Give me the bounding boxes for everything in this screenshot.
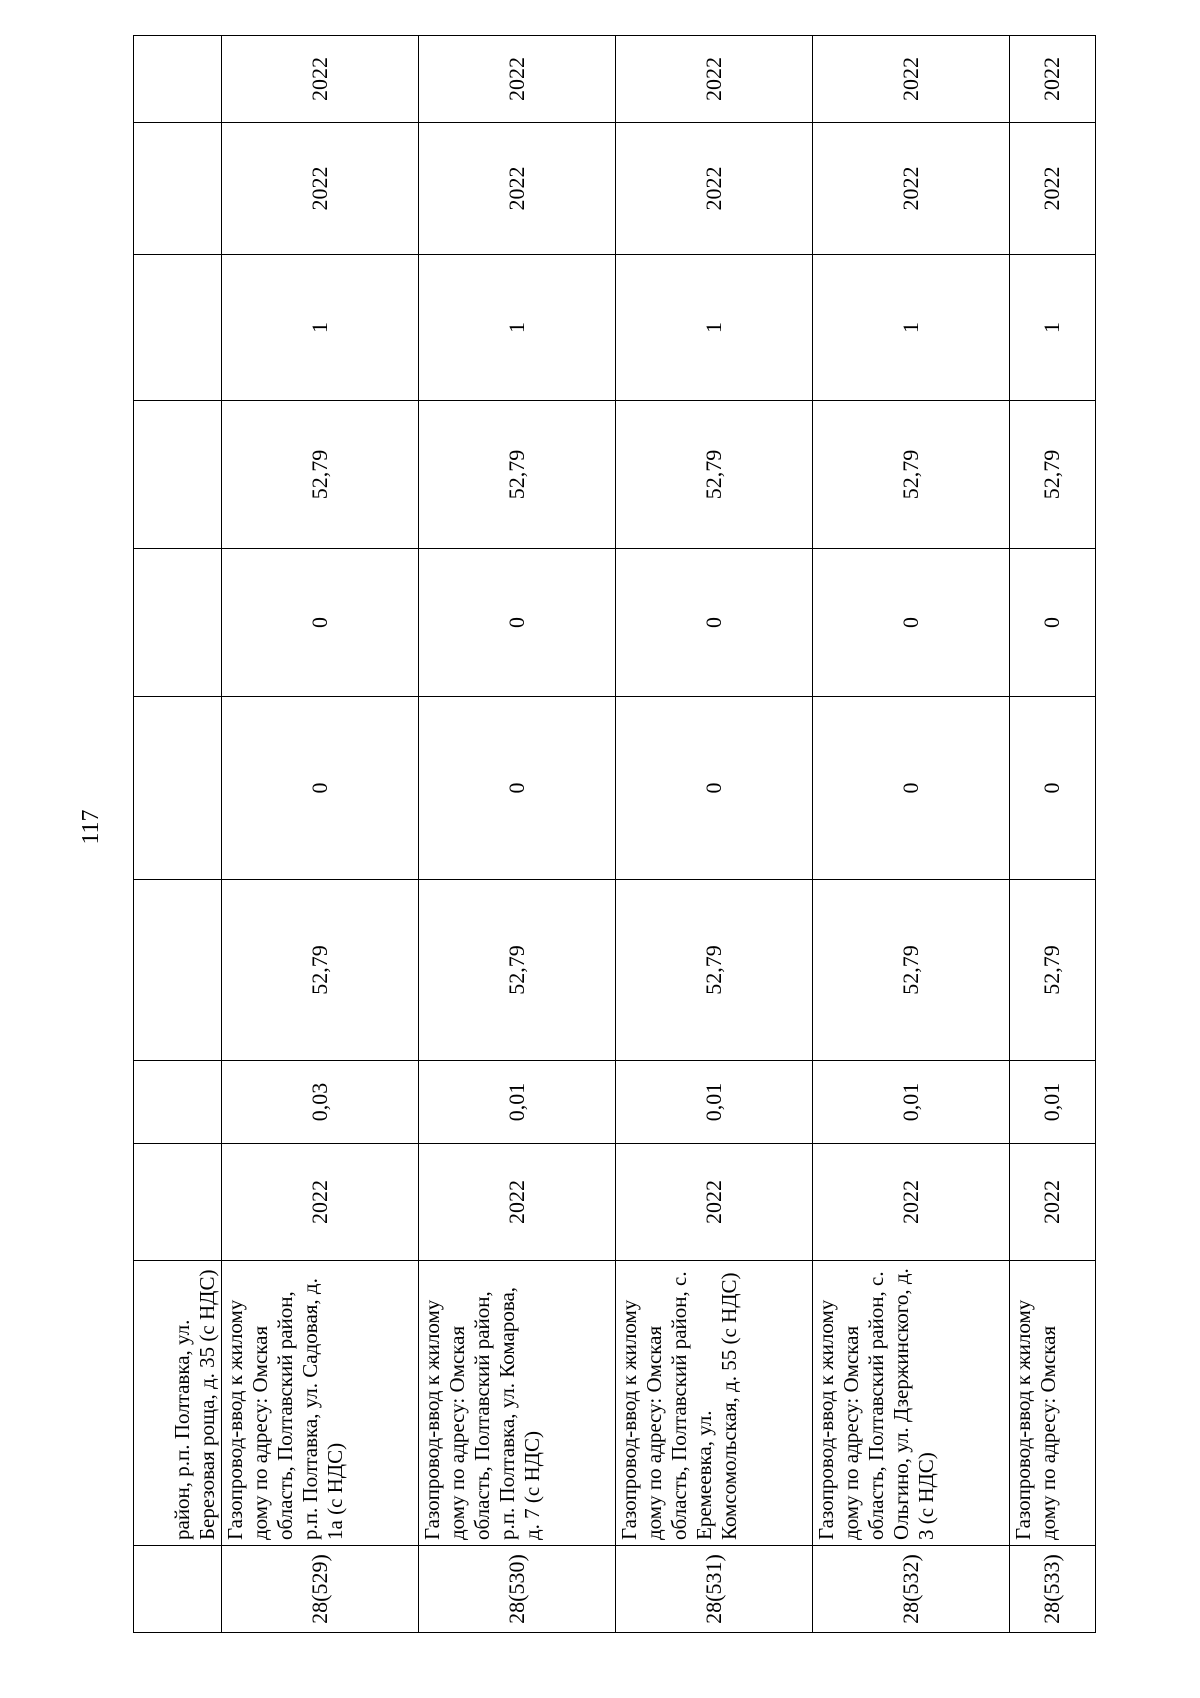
cell-id xyxy=(134,1546,222,1633)
cell-value-b: 0 xyxy=(222,549,419,697)
cell-year-start: 2022 xyxy=(419,1144,616,1261)
cell-value-b: 0 xyxy=(1009,549,1095,697)
cell-year-a: 2022 xyxy=(222,123,419,255)
cell-value-b: 0 xyxy=(615,549,812,697)
cell-year-b: 2022 xyxy=(222,36,419,123)
cell-cost-remaining: 52,79 xyxy=(222,401,419,549)
cell-year-b: 2022 xyxy=(419,36,616,123)
cell-id: 28(533) xyxy=(1009,1546,1095,1633)
cell-value-b: 0 xyxy=(419,549,616,697)
cell-object-name: Газопровод-ввод к жилому дому по адресу: Омская область, Полтавский район, р.п. Полтавка, ул. Садовая, д. 1а (с НДС) xyxy=(222,1261,419,1546)
cell-empty xyxy=(134,401,222,549)
cell-cost-remaining: 52,79 xyxy=(812,401,1009,549)
cell-empty xyxy=(134,123,222,255)
cell-cost-total: 52,79 xyxy=(222,880,419,1061)
cell-year-a: 2022 xyxy=(1009,123,1095,255)
cell-object-name: район, р.п. Полтавка, ул. Березовая роща, д. 35 (с НДС) xyxy=(134,1261,222,1546)
cell-value-a: 0 xyxy=(812,697,1009,880)
table-row-continuation xyxy=(134,36,222,1633)
cell-value-a: 0 xyxy=(419,697,616,880)
cell-year-start: 2022 xyxy=(1009,1144,1095,1261)
cell-empty xyxy=(134,255,222,401)
cell-cost-remaining: 52,79 xyxy=(1009,401,1095,549)
cell-empty xyxy=(134,1144,222,1261)
cell-cost-remaining: 52,79 xyxy=(419,401,616,549)
cell-object-name: Газопровод-ввод к жилому дому по адресу: Омская xyxy=(1009,1261,1095,1546)
cell-length: 0,01 xyxy=(615,1061,812,1144)
cell-cost-total: 52,79 xyxy=(615,880,812,1061)
cell-empty xyxy=(134,697,222,880)
cell-id: 28(532) xyxy=(812,1546,1009,1633)
cell-year-b: 2022 xyxy=(812,36,1009,123)
cell-year-start: 2022 xyxy=(812,1144,1009,1261)
cell-empty xyxy=(134,880,222,1061)
cell-count: 1 xyxy=(419,255,616,401)
cell-cost-remaining: 52,79 xyxy=(615,401,812,549)
cell-year-b: 2022 xyxy=(1009,36,1095,123)
cell-cost-total: 52,79 xyxy=(1009,880,1095,1061)
cell-count: 1 xyxy=(1009,255,1095,401)
cell-value-a: 0 xyxy=(615,697,812,880)
cell-year-a: 2022 xyxy=(419,123,616,255)
cell-id: 28(530) xyxy=(419,1546,616,1633)
cell-cost-total: 52,79 xyxy=(419,880,616,1061)
cell-value-a: 0 xyxy=(1009,697,1095,880)
cell-count: 1 xyxy=(615,255,812,401)
table-row xyxy=(222,36,419,1633)
table-row xyxy=(1009,36,1095,1633)
table-row xyxy=(812,36,1009,1633)
cell-year-start: 2022 xyxy=(615,1144,812,1261)
cell-id: 28(531) xyxy=(615,1546,812,1633)
cell-object-name: Газопровод-ввод к жилому дому по адресу: Омская область, Полтавский район, с. Ольгино, ул. Дзержинского, д. 3 (с НДС) xyxy=(812,1261,1009,1546)
cell-year-b: 2022 xyxy=(615,36,812,123)
cell-empty xyxy=(134,1061,222,1144)
cell-object-name: Газопровод-ввод к жилому дому по адресу: Омская область, Полтавский район, р.п. Полтавка, ул. Комарова, д. 7 (с НДС) xyxy=(419,1261,616,1546)
cell-count: 1 xyxy=(812,255,1009,401)
cell-object-name: Газопровод-ввод к жилому дому по адресу: Омская область, Полтавский район, с. Еремеевка, ул. Комсомольская, д. 55 (с НДС) xyxy=(615,1261,812,1546)
cell-empty xyxy=(134,549,222,697)
cell-length: 0,01 xyxy=(812,1061,1009,1144)
cell-value-b: 0 xyxy=(812,549,1009,697)
cell-cost-total: 52,79 xyxy=(812,880,1009,1061)
cell-year-a: 2022 xyxy=(615,123,812,255)
table-row xyxy=(419,36,616,1633)
cell-id: 28(529) xyxy=(222,1546,419,1633)
cell-length: 0,03 xyxy=(222,1061,419,1144)
document-table-wrapper xyxy=(133,36,1096,1633)
cell-length: 0,01 xyxy=(419,1061,616,1144)
table-row xyxy=(615,36,812,1633)
cell-count: 1 xyxy=(222,255,419,401)
cell-year-a: 2022 xyxy=(812,123,1009,255)
cell-length: 0,01 xyxy=(1009,1061,1095,1144)
page-number: 117 xyxy=(78,809,104,845)
cell-empty xyxy=(134,36,222,123)
document-table xyxy=(133,35,1096,1633)
cell-year-start: 2022 xyxy=(222,1144,419,1261)
cell-value-a: 0 xyxy=(222,697,419,880)
